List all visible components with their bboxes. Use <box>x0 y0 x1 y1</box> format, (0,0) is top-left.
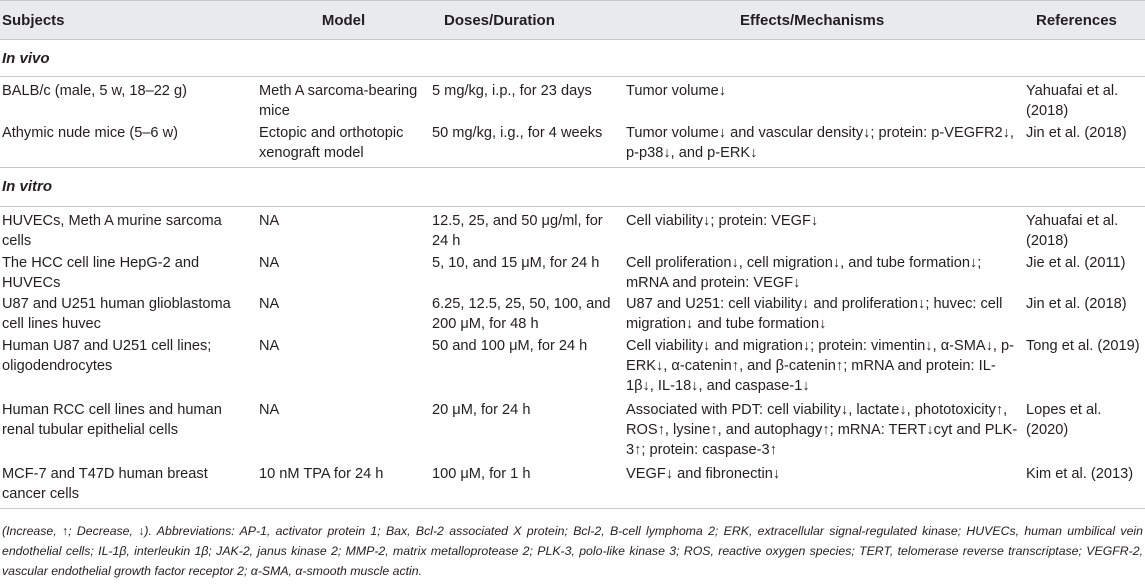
cell-reference: Jie et al. (2011) <box>1026 255 1126 271</box>
cell-reference: Tong et al. (2019) <box>1026 338 1140 354</box>
table-row <box>0 81 1145 123</box>
header-subjects: Subjects <box>2 11 65 29</box>
section-in-vivo: In vivo <box>2 50 50 67</box>
table-row <box>0 400 1145 464</box>
cell-doses: 50 and 100 μM, for 24 h <box>432 338 588 354</box>
cell-effects: Cell proliferation↓, cell migration↓, and tube formation↓; mRNA and protein: VEGF↓ <box>626 255 982 291</box>
cell-subject: Athymic nude mice (5–6 w) <box>2 125 179 141</box>
cell-subject: BALB/c (male, 5 w, 18–22 g) <box>2 83 187 99</box>
cell-model: NA <box>259 338 280 354</box>
header-doses: Doses/Duration <box>444 11 555 29</box>
table-row <box>0 464 1145 508</box>
cell-reference: Jin et al. (2018) <box>1026 296 1127 312</box>
header-effects: Effects/Mechanisms <box>740 11 885 29</box>
cell-subject: U87 and U251 human glioblastoma cell lines huvec <box>2 296 231 332</box>
divider <box>0 508 1145 509</box>
cell-doses: 12.5, 25, and 50 μg/ml, for 24 h <box>432 213 603 249</box>
cell-reference: Yahuafai et al. (2018) <box>1026 213 1119 249</box>
cell-doses: 6.25, 12.5, 25, 50, 100, and 200 μM, for 48 h <box>432 296 611 332</box>
table-header <box>0 0 1145 40</box>
cell-reference: Kim et al. (2013) <box>1026 466 1134 482</box>
table-row <box>0 294 1145 336</box>
cell-model: NA <box>259 402 280 418</box>
cell-reference: Yahuafai et al. (2018) <box>1026 83 1119 119</box>
table-row <box>0 336 1145 400</box>
header-model: Model <box>321 11 366 29</box>
cell-effects: U87 and U251: cell viability↓ and proliferation↓; huvec: cell migration↓ and tube formation↓ <box>626 296 1003 332</box>
cell-model: 10 nM TPA for 24 h <box>259 466 384 482</box>
table-footnote: (Increase, ↑; Decrease, ↓). Abbreviations: AP-1, activator protein 1; Bax, Bcl-2 associated X protein; Bcl-2, B-cell lymphoma 2; ERK, extracellular signal-regulated kinase; HUVECs, human umbilical vein endothelial cells; IL-1β, interleukin 1β; JAK-2, janus kinase 2; MMP-2, matrix metalloprotease 2; PLK-3, polo-like kinase 3; ROS, reactive oxygen species; TERT, telomerase reverse transcriptase; VEGFR-2, vascular endothelial growth factor receptor 2; α-SMA, α-smooth muscle actin. <box>2 524 1143 578</box>
cell-doses: 20 μM, for 24 h <box>432 402 531 418</box>
cell-model: Meth A sarcoma-bearing mice <box>259 83 418 119</box>
cell-subject: Human RCC cell lines and human renal tubular epithelial cells <box>2 402 222 438</box>
cell-effects: Tumor volume↓ and vascular density↓; protein: p-VEGFR2↓, p-p38↓, and p-ERK↓ <box>626 125 1014 161</box>
cell-reference: Jin et al. (2018) <box>1026 125 1127 141</box>
cell-reference: Lopes et al. (2020) <box>1026 402 1102 438</box>
cell-effects: Cell viability↓; protein: VEGF↓ <box>626 213 819 229</box>
cell-subject: Human U87 and U251 cell lines; oligodendrocytes <box>2 338 212 374</box>
cell-doses: 5, 10, and 15 μM, for 24 h <box>432 255 600 271</box>
cell-subject: MCF-7 and T47D human breast cancer cells <box>2 466 208 502</box>
header-references: References <box>1036 11 1117 29</box>
cell-model: Ectopic and orthotopic xenograft model <box>259 125 404 161</box>
cell-model: NA <box>259 255 280 271</box>
cell-model: NA <box>259 213 280 229</box>
cell-effects: Tumor volume↓ <box>626 83 727 99</box>
section-in-vitro: In vitro <box>2 178 53 195</box>
cell-effects: Associated with PDT: cell viability↓, lactate↓, phototoxicity↑, ROS↑, lysine↑, and autophagy↑; mRNA: TERT↓cyt and PLK-3↑; protein: caspase-3↑ <box>626 402 1018 458</box>
cell-doses: 100 μM, for 1 h <box>432 466 531 482</box>
table-row <box>0 253 1145 294</box>
cell-model: NA <box>259 296 280 312</box>
cell-doses: 50 mg/kg, i.g., for 4 weeks <box>432 125 603 141</box>
cell-subject: HUVECs, Meth A murine sarcoma cells <box>2 213 222 249</box>
table-row <box>0 211 1145 253</box>
cell-effects: VEGF↓ and fibronectin↓ <box>626 466 781 482</box>
cell-effects: Cell viability↓ and migration↓; protein: vimentin↓, α-SMA↓, p-ERK↓, α-catenin↑, and β-catenin↑; mRNA and protein: IL-1β↓, IL-18↓, and caspase-1↓ <box>626 338 1015 394</box>
cell-subject: The HCC cell line HepG-2 and HUVECs <box>2 255 200 291</box>
table-row <box>0 123 1145 167</box>
cell-doses: 5 mg/kg, i.p., for 23 days <box>432 83 592 99</box>
